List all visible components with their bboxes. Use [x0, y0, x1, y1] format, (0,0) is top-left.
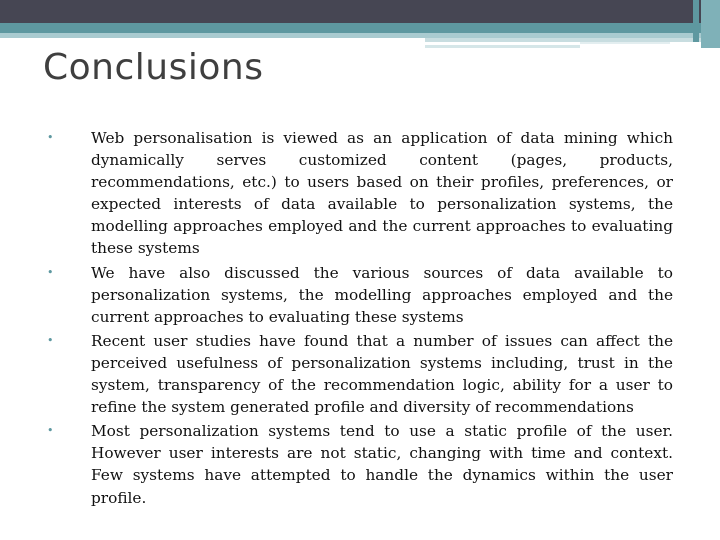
bullet-icon: • — [47, 265, 54, 279]
bullet-icon: • — [47, 424, 54, 438]
bullet-text: Most personalization systems tend to use a static profile of the user. However user interests are not static, changing with time and context. Few systems have attempted to handle the dynamics within the user profile. — [91, 422, 673, 507]
bullet-icon: • — [47, 131, 54, 144]
header-right-bar — [701, 0, 720, 48]
bullet-list — [47, 127, 673, 511]
header-band-dark — [0, 0, 720, 23]
bullet-text: Recent user studies have found that a number of issues can affect the perceived usefulness of personalization systems including, trust in the system, transparency of the recommendation logic, ability for a user to refine the system generated profile and diversity of recommendations — [91, 331, 673, 417]
bullet-item — [47, 420, 673, 508]
bullet-item — [47, 330, 673, 418]
bullet-text: We have also discussed the various sources of data available to personalization systems, the modelling approaches employed and the current approaches to evaluating these systems — [91, 263, 673, 326]
bullet-item — [47, 127, 673, 260]
bullet-text: Web personalisation is viewed as an application of data mining which dynamically serves customized content (pages, products, recommendations, etc.) to users based on their profiles, preferences, or expected interests of data available to personalization systems, the modelling approaches employed and the current approaches to evaluating these systems — [91, 129, 673, 258]
bullet-icon: • — [47, 333, 54, 347]
header-accent-line — [580, 42, 670, 44]
header-accent-line — [425, 45, 580, 48]
header-band-teal — [0, 23, 720, 33]
header-right-bar — [693, 0, 699, 42]
slide-title: Conclusions — [43, 47, 264, 88]
bullet-item — [47, 262, 673, 328]
header-accent-line — [425, 38, 720, 42]
